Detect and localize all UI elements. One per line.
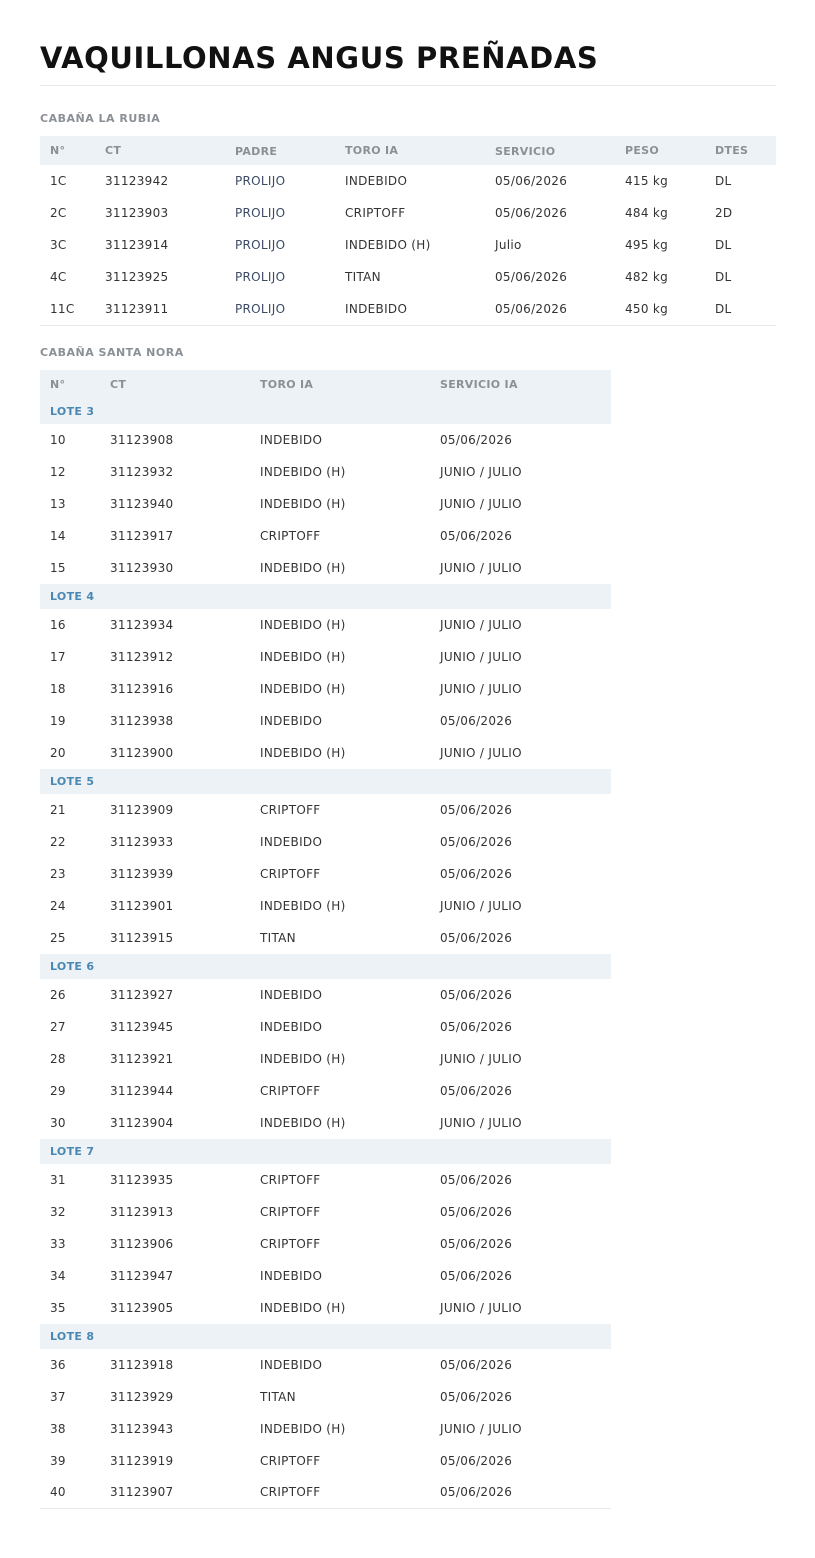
- cell-number: 4C: [50, 270, 67, 284]
- table-row: [40, 1381, 611, 1413]
- cell-toro-ia: INDEBIDO (H): [260, 898, 346, 913]
- cell-toro-ia: TITAN: [260, 930, 296, 945]
- table-row: [40, 1413, 611, 1445]
- cell-number: 21: [50, 802, 66, 817]
- page-title: VAQUILLONAS ANGUS PREÑADAS: [40, 0, 776, 86]
- cell-ct: 31123945: [110, 1019, 174, 1034]
- cell-dtes: DL: [715, 270, 732, 284]
- cell-toro-ia: CRIPTOFF: [260, 1204, 321, 1219]
- section-title-la-rubia: CABAÑA LA RUBIA: [40, 112, 161, 125]
- cell-peso: 450 kg: [625, 301, 669, 316]
- cell-servicio-ia: JUNIO / JULIO: [440, 1051, 522, 1066]
- cell-number: 11C: [50, 301, 75, 316]
- lote-label: LOTE 5: [50, 774, 95, 788]
- column-header: CT: [105, 144, 122, 157]
- cell-number: 18: [50, 681, 66, 696]
- cell-number: 10: [50, 432, 66, 447]
- cell-ct: 31123911: [105, 301, 169, 316]
- lote-group-header: [40, 584, 611, 609]
- table-row: [40, 197, 776, 229]
- cell-servicio-ia: JUNIO / JULIO: [440, 649, 522, 664]
- cell-servicio-ia: 05/06/2026: [440, 1453, 513, 1468]
- lote-group-header: [40, 1324, 611, 1349]
- table-header-row: [40, 136, 776, 165]
- cell-ct: 31123917: [110, 528, 174, 543]
- table-row: [40, 890, 611, 922]
- cell-peso: 415 kg: [625, 174, 669, 188]
- cell-ct: 31123903: [105, 206, 169, 220]
- column-header: DTES: [715, 144, 749, 157]
- cell-servicio-ia: 05/06/2026: [440, 1485, 513, 1500]
- cell-servicio-ia: 05/06/2026: [440, 1236, 513, 1251]
- table-row: [40, 552, 611, 584]
- cell-toro-ia: TITAN: [345, 270, 381, 284]
- cell-padre: PROLIJO: [235, 238, 286, 252]
- table-row: [40, 488, 611, 520]
- table-row: [40, 1445, 611, 1477]
- cell-servicio-ia: 05/06/2026: [440, 1172, 513, 1187]
- cell-number: 24: [50, 898, 66, 913]
- cell-number: 26: [50, 987, 66, 1002]
- cell-number: 37: [50, 1389, 66, 1404]
- cell-toro-ia: CRIPTOFF: [260, 1453, 321, 1468]
- cell-toro-ia: TITAN: [260, 1389, 296, 1404]
- cell-toro-ia: INDEBIDO: [260, 987, 323, 1002]
- cell-servicio-ia: JUNIO / JULIO: [440, 1300, 522, 1315]
- cell-toro-ia: INDEBIDO (H): [260, 560, 346, 575]
- cell-number: 29: [50, 1083, 66, 1098]
- cell-toro-ia: INDEBIDO (H): [260, 649, 346, 664]
- table-row: [40, 1292, 611, 1324]
- cell-number: 36: [50, 1357, 66, 1372]
- cell-number: 1C: [50, 174, 67, 188]
- column-header: N°: [50, 377, 66, 391]
- cell-toro-ia: INDEBIDO: [345, 174, 408, 188]
- cell-servicio-ia: 05/06/2026: [440, 930, 513, 945]
- table-row: [40, 1260, 611, 1292]
- cell-ct: 31123908: [110, 432, 174, 447]
- column-header: TORO IA: [345, 144, 399, 157]
- column-header: PESO: [625, 144, 660, 157]
- cell-peso: 484 kg: [625, 206, 669, 220]
- cell-ct: 31123933: [110, 834, 174, 849]
- table-row: [40, 858, 611, 890]
- santa-nora-table: [40, 370, 611, 1510]
- cell-number: 14: [50, 528, 66, 543]
- cell-servicio-ia: JUNIO / JULIO: [440, 1115, 522, 1130]
- cell-toro-ia: INDEBIDO: [260, 1357, 323, 1372]
- cell-dtes: DL: [715, 174, 732, 188]
- cell-number: 22: [50, 834, 66, 849]
- table-row: [40, 1349, 611, 1381]
- cell-ct: 31123914: [105, 238, 169, 252]
- table-row: [40, 424, 611, 456]
- cell-number: 31: [50, 1172, 66, 1187]
- cell-ct: 31123919: [110, 1453, 174, 1468]
- cell-number: 15: [50, 560, 66, 575]
- cell-ct: 31123921: [110, 1051, 174, 1066]
- cell-servicio-ia: 05/06/2026: [440, 1204, 513, 1219]
- cell-toro-ia: INDEBIDO (H): [260, 1300, 346, 1315]
- cell-ct: 31123929: [110, 1389, 174, 1404]
- cell-ct: 31123935: [110, 1172, 174, 1187]
- cell-servicio: Julio: [495, 238, 522, 252]
- cell-toro-ia: INDEBIDO (H): [260, 745, 346, 760]
- cell-peso: 482 kg: [625, 270, 669, 284]
- cell-servicio-ia: JUNIO / JULIO: [440, 681, 522, 696]
- table-row: [40, 165, 776, 197]
- cell-servicio-ia: 05/06/2026: [440, 1357, 513, 1372]
- cell-toro-ia: CRIPTOFF: [260, 1485, 321, 1500]
- cell-dtes: DL: [715, 301, 732, 316]
- column-header: TORO IA: [260, 377, 314, 391]
- cell-ct: 31123913: [110, 1204, 174, 1219]
- cell-servicio-ia: JUNIO / JULIO: [440, 464, 522, 479]
- table-row: [40, 1011, 611, 1043]
- lote-label: LOTE 8: [50, 1329, 95, 1343]
- table-row: [40, 1043, 611, 1075]
- cell-ct: 31123905: [110, 1300, 174, 1315]
- cell-padre: PROLIJO: [235, 270, 286, 284]
- cell-servicio-ia: 05/06/2026: [440, 834, 513, 849]
- cell-servicio-ia: 05/06/2026: [440, 987, 513, 1002]
- cell-ct: 31123904: [110, 1115, 174, 1130]
- cell-number: 40: [50, 1485, 66, 1500]
- cell-ct: 31123947: [110, 1268, 174, 1283]
- lote-label: LOTE 3: [50, 404, 95, 418]
- la-rubia-table: [40, 136, 776, 326]
- cell-number: 39: [50, 1453, 66, 1468]
- cell-ct: 31123909: [110, 802, 174, 817]
- cell-servicio-ia: 05/06/2026: [440, 1083, 513, 1098]
- cell-padre: PROLIJO: [235, 301, 286, 316]
- column-header: CT: [110, 377, 127, 391]
- cell-dtes: DL: [715, 238, 732, 252]
- cell-servicio: 05/06/2026: [495, 301, 568, 316]
- table-row: [40, 1228, 611, 1260]
- cell-number: 25: [50, 930, 66, 945]
- cell-servicio-ia: 05/06/2026: [440, 432, 513, 447]
- cell-ct: 31123940: [110, 496, 174, 511]
- cell-servicio-ia: JUNIO / JULIO: [440, 745, 522, 760]
- cell-toro-ia: INDEBIDO (H): [260, 617, 346, 632]
- cell-toro-ia: INDEBIDO (H): [260, 464, 346, 479]
- cell-toro-ia: INDEBIDO: [260, 713, 323, 728]
- cell-toro-ia: CRIPTOFF: [260, 1172, 321, 1187]
- table-row: [40, 229, 776, 261]
- table-row: [40, 794, 611, 826]
- cell-number: 12: [50, 464, 66, 479]
- cell-number: 16: [50, 617, 66, 632]
- cell-toro-ia: CRIPTOFF: [260, 1236, 321, 1251]
- table-row: [40, 673, 611, 705]
- cell-ct: 31123915: [110, 930, 174, 945]
- cell-number: 35: [50, 1300, 66, 1315]
- table-row: [40, 293, 776, 325]
- table-row: [40, 737, 611, 769]
- cell-ct: 31123939: [110, 866, 174, 881]
- cell-servicio-ia: JUNIO / JULIO: [440, 496, 522, 511]
- cell-number: 19: [50, 713, 66, 728]
- cell-ct: 31123930: [110, 560, 174, 575]
- table-row: [40, 641, 611, 673]
- table-row: [40, 979, 611, 1011]
- cell-toro-ia: CRIPTOFF: [345, 206, 406, 220]
- cell-ct: 31123932: [110, 464, 174, 479]
- lote-label: LOTE 6: [50, 959, 95, 973]
- lote-label: LOTE 4: [50, 589, 95, 603]
- cell-number: 38: [50, 1421, 66, 1436]
- cell-ct: 31123927: [110, 987, 174, 1002]
- cell-toro-ia: INDEBIDO: [260, 1019, 323, 1034]
- cell-servicio-ia: JUNIO / JULIO: [440, 898, 522, 913]
- cell-ct: 31123901: [110, 898, 174, 913]
- table-header-row: [40, 370, 611, 399]
- cell-servicio-ia: 05/06/2026: [440, 1389, 513, 1404]
- cell-servicio-ia: JUNIO / JULIO: [440, 617, 522, 632]
- cell-toro-ia: CRIPTOFF: [260, 528, 321, 543]
- section-title-santa-nora: CABAÑA SANTA NORA: [40, 345, 184, 359]
- cell-toro-ia: INDEBIDO: [260, 432, 323, 447]
- cell-number: 13: [50, 496, 66, 511]
- cell-ct: 31123934: [110, 617, 174, 632]
- cell-ct: 31123942: [105, 174, 169, 188]
- cell-toro-ia: CRIPTOFF: [260, 802, 321, 817]
- cell-ct: 31123907: [110, 1485, 174, 1500]
- cell-number: 20: [50, 745, 66, 760]
- cell-number: 30: [50, 1115, 66, 1130]
- cell-servicio-ia: JUNIO / JULIO: [440, 1421, 522, 1436]
- column-header: PADRE: [235, 145, 278, 158]
- table-row: [40, 1075, 611, 1107]
- cell-servicio-ia: 05/06/2026: [440, 866, 513, 881]
- cell-toro-ia: CRIPTOFF: [260, 866, 321, 881]
- cell-dtes: 2D: [715, 206, 733, 220]
- cell-number: 2C: [50, 206, 67, 220]
- lote-group-header: [40, 769, 611, 794]
- table-row: [40, 456, 611, 488]
- cell-servicio-ia: JUNIO / JULIO: [440, 560, 522, 575]
- table-row: [40, 1164, 611, 1196]
- cell-number: 17: [50, 649, 66, 664]
- cell-number: 32: [50, 1204, 66, 1219]
- cell-toro-ia: INDEBIDO (H): [260, 1051, 346, 1066]
- cell-servicio-ia: 05/06/2026: [440, 1268, 513, 1283]
- cell-ct: 31123906: [110, 1236, 174, 1251]
- table-row: [40, 705, 611, 737]
- cell-ct: 31123925: [105, 270, 169, 284]
- cell-ct: 31123938: [110, 713, 174, 728]
- cell-ct: 31123918: [110, 1357, 174, 1372]
- cell-peso: 495 kg: [625, 238, 669, 252]
- column-header: N°: [50, 144, 66, 157]
- lote-label: LOTE 7: [50, 1144, 95, 1158]
- table-row: [40, 609, 611, 641]
- cell-number: 34: [50, 1268, 66, 1283]
- cell-ct: 31123944: [110, 1083, 174, 1098]
- cell-number: 3C: [50, 238, 67, 252]
- cell-padre: PROLIJO: [235, 174, 286, 188]
- cell-toro-ia: INDEBIDO (H): [260, 496, 346, 511]
- cell-toro-ia: INDEBIDO (H): [260, 681, 346, 696]
- cell-number: 23: [50, 866, 66, 881]
- table-row: [40, 922, 611, 954]
- cell-servicio: 05/06/2026: [495, 270, 568, 284]
- cell-servicio: 05/06/2026: [495, 174, 568, 188]
- table-row: [40, 826, 611, 858]
- cell-servicio-ia: 05/06/2026: [440, 713, 513, 728]
- cell-toro-ia: INDEBIDO (H): [260, 1115, 346, 1130]
- cell-number: 28: [50, 1051, 66, 1066]
- cell-toro-ia: CRIPTOFF: [260, 1083, 321, 1098]
- cell-servicio-ia: 05/06/2026: [440, 1019, 513, 1034]
- cell-toro-ia: INDEBIDO (H): [345, 238, 431, 252]
- cell-toro-ia: INDEBIDO: [260, 1268, 323, 1283]
- column-header: SERVICIO: [495, 145, 556, 158]
- cell-servicio-ia: 05/06/2026: [440, 802, 513, 817]
- table-row: [40, 1196, 611, 1228]
- cell-toro-ia: INDEBIDO (H): [260, 1421, 346, 1436]
- cell-ct: 31123916: [110, 681, 174, 696]
- table-row: [40, 1477, 611, 1509]
- table-row: [40, 261, 776, 293]
- cell-padre: PROLIJO: [235, 206, 286, 220]
- cell-toro-ia: INDEBIDO: [260, 834, 323, 849]
- table-row: [40, 520, 611, 552]
- cell-ct: 31123900: [110, 745, 174, 760]
- cell-number: 27: [50, 1019, 66, 1034]
- cell-ct: 31123943: [110, 1421, 174, 1436]
- cell-servicio-ia: 05/06/2026: [440, 528, 513, 543]
- lote-group-header: [40, 399, 611, 424]
- lote-group-header: [40, 954, 611, 979]
- cell-number: 33: [50, 1236, 66, 1251]
- cell-ct: 31123912: [110, 649, 174, 664]
- cell-toro-ia: INDEBIDO: [345, 301, 408, 316]
- table-row: [40, 1107, 611, 1139]
- column-header: SERVICIO IA: [440, 377, 518, 391]
- lote-group-header: [40, 1139, 611, 1164]
- cell-servicio: 05/06/2026: [495, 206, 568, 220]
